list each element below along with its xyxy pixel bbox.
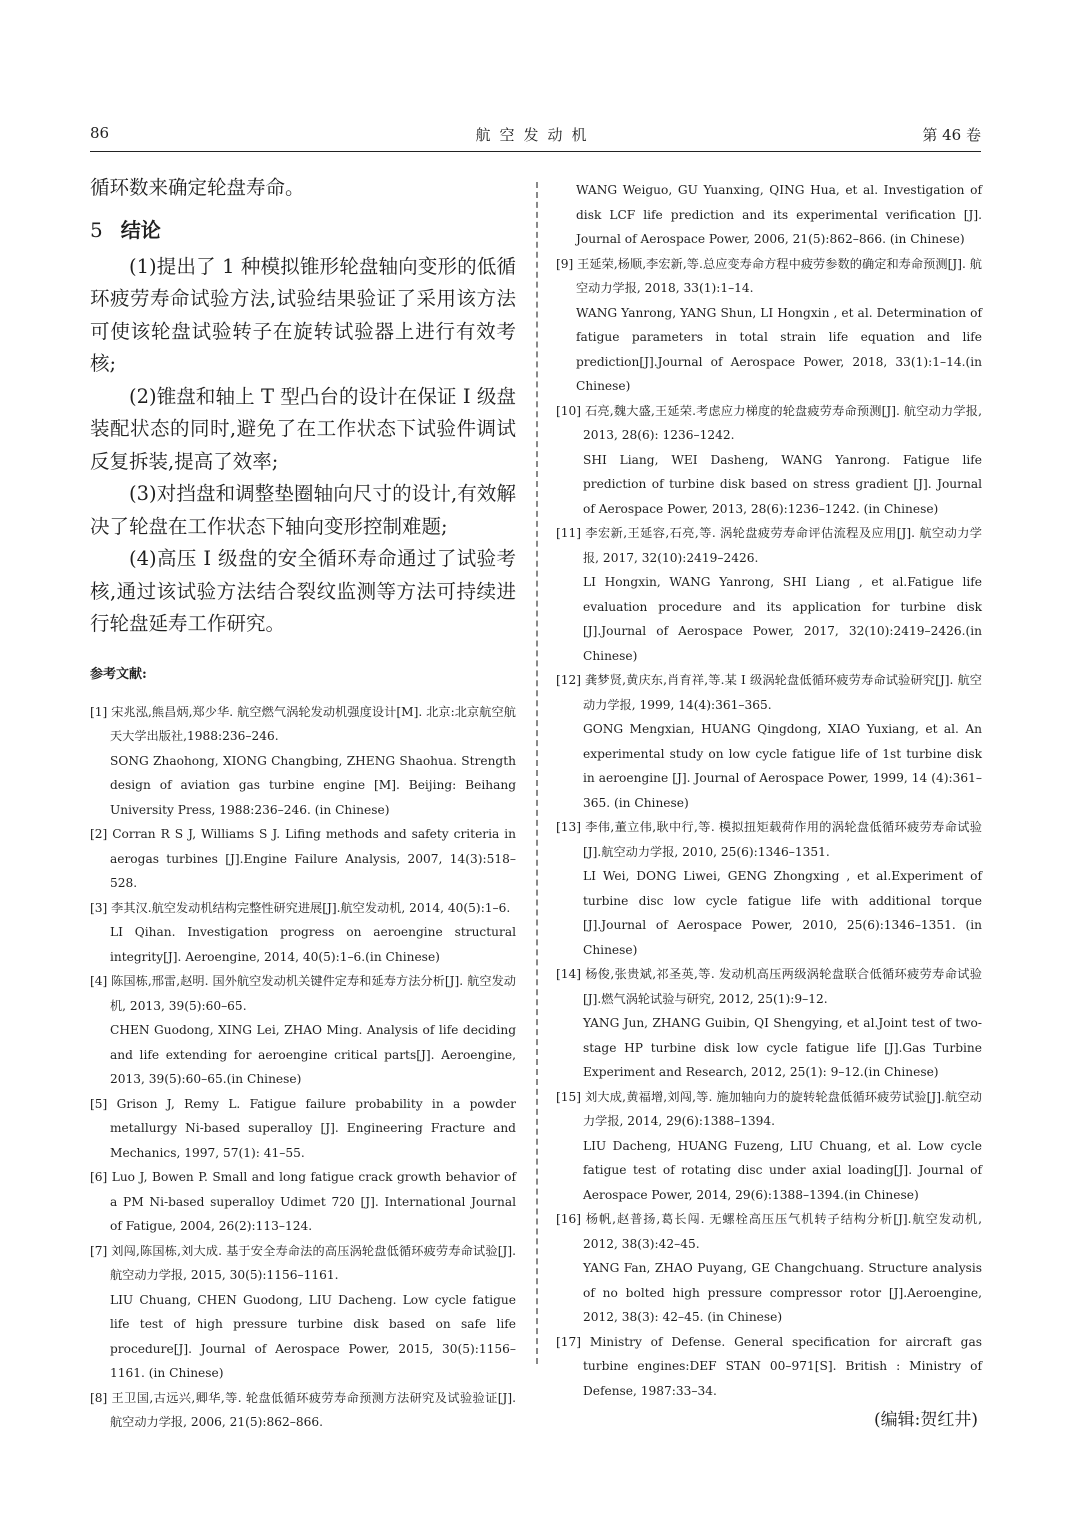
reference-item — [90, 1165, 516, 1239]
reference-item — [556, 252, 982, 399]
section-title: 结论 — [120, 217, 161, 242]
reference-cn: [10] 石亮,魏大盛,王延荣.考虑应力梯度的轮盘疲劳寿命预测[J]. 航空动力学报, 2013, 28(6): 1236–1242. — [556, 403, 982, 442]
reference-en: WANG Weiguo, GU Yuanxing, QING Hua, et al. Investigation of disk LCF life prediction and its experimental verification [J]. Journal of Aerospace Power, 2006, 21(5):862–866. (in Chinese) — [576, 183, 982, 246]
reference-cn: [13] 李伟,董立伟,耿中行,等. 模拟扭矩载荷作用的涡轮盘低循环疲劳寿命试验[J].航空动力学报, 2010, 25(6):1346–1351. — [556, 820, 982, 859]
reference-en: GONG Mengxian, HUANG Qingdong, XIAO Yuxiang, et al. An experimental study on low cycle fatigue life of 1st turbine disk in aeroengine [J]. Journal of Aerospace Power, 1999, 14 (4):361–365. (in Chinese) — [583, 722, 982, 810]
conclusion-paragraph: (4)高压 Ⅰ 级盘的安全循环寿命通过了试验考核,通过该试验方法结合裂纹监测等方法可持续进行轮盘延寿工作研究。 — [90, 547, 516, 635]
reference-cn: [5] Grison J, Remy L. Fatigue failure probability in a powder metallurgy Ni-based superalloy [J]. Engineering Fracture and Mechanics, 1997, 57(1): 41–55. — [90, 1096, 516, 1160]
reference-cn: [4] 陈国栋,邢雷,赵明. 国外航空发动机关键件定寿和延寿方法分析[J]. 航空发动机, 2013, 39(5):60–65. — [90, 974, 516, 1013]
reference-item — [90, 1239, 516, 1386]
reference-cn: [15] 刘大成,黄福增,刘闯,等. 施加轴向力的旋转轮盘低循环疲劳试验[J].航空动力学报, 2014, 29(6):1388–1394. — [556, 1089, 982, 1128]
conclusion-paragraph: (3)对挡盘和调整垫圈轴向尺寸的设计,有效解决了轮盘在工作状态下轴向变形控制难题; — [90, 482, 516, 538]
reference-item — [90, 1092, 516, 1166]
reference-en: YANG Jun, ZHANG Guibin, QI Shengying, et al.Joint test of two-stage HP turbine disk low cycle fatigue life [J].Gas Turbine Experiment and Research, 2012, 25(1): 9–12.(in Chinese) — [583, 1016, 982, 1079]
reference-cn: [1] 宋兆泓,熊昌炳,郑少华. 航空燃气涡轮发动机强度设计[M]. 北京:北京航空航天大学出版社,1988:236–246. — [90, 704, 516, 743]
reference-en: SHI Liang, WEI Dasheng, WANG Yanrong. Fatigue life prediction of turbine disk based on stress gradient [J]. Journal of Aerospace Power, 2013, 28(6):1236–1242. (in Chinese) — [583, 452, 982, 516]
reference-item — [556, 1207, 982, 1330]
conclusion-paragraph: (1)提出了 1 种模拟锥形轮盘轴向变形的低循环疲劳寿命试验方法,试验结果验证了采用该方法可使该轮盘试验转子在旋转试验器上进行有效考核; — [90, 254, 516, 375]
intro-line: 循环数来确定轮盘寿命。 — [90, 176, 305, 199]
reference-cn: [17] Ministry of Defense. General specification for aircraft gas turbine engines:DEF STAN 00–971[S]. British : Ministry of Defense, 1987:33–34. — [556, 1334, 982, 1398]
reference-cn: [2] Corran R S J, Williams S J. Lifing methods and safety criteria in aerogas turbines [J].Engine Failure Analysis, 2007, 14(3):518–528. — [90, 827, 516, 890]
reference-cn: [8] 王卫国,古远兴,卿华,等. 轮盘低循环疲劳寿命预测方法研究及试验验证[J]. 航空动力学报, 2006, 21(5):862–866. — [90, 1390, 516, 1429]
reference-item — [556, 178, 982, 252]
reference-en: YANG Fan, ZHAO Puyang, GE Changchuang. Structure analysis of no bolted high pressure compressor rotor [J].Aeroengine, 2012, 38(3): 42–45. (in Chinese) — [583, 1261, 982, 1324]
reference-item — [556, 521, 982, 668]
reference-en: LI Qihan. Investigation progress on aeroengine structural integrity[J]. Aeroengine, 2014, 40(5):1–6.(in Chinese) — [110, 925, 516, 964]
right-column — [556, 178, 982, 1430]
reference-item — [556, 815, 982, 962]
section-heading — [90, 215, 516, 245]
left-column — [90, 172, 516, 1435]
page-header — [90, 124, 981, 150]
reference-en: LI Hongxin, WANG Yanrong, SHI Liang , et al.Fatigue life evaluation procedure and its application for turbine disk [J].Journal of Aerospace Power, 2017, 32(10):2419–2426.(in Chinese) — [583, 575, 982, 663]
reference-cn: [12] 龚梦贤,黄庆东,肖育祥,等.某 Ⅰ 级涡轮盘低循环疲劳寿命试验研究[J]. 航空动力学报, 1999, 14(4):361–365. — [556, 673, 982, 712]
reference-item — [556, 399, 982, 522]
reference-item — [556, 962, 982, 1085]
reference-cn: [3] 李其汉.航空发动机结构完整性研究进展[J].航空发动机, 2014, 40(5):1–6. — [90, 900, 511, 915]
reference-en: SONG Zhaohong, XIONG Changbing, ZHENG Shaohua. Strength design of aviation gas turbine engine [M]. Beijing: Beihang University Press, 1988:236–246. (in Chinese) — [110, 753, 516, 817]
column-divider — [536, 182, 538, 1364]
editor-note: (编辑:贺红井) — [874, 1410, 978, 1430]
reference-cn: [16] 杨帆,赵普扬,葛长闯. 无螺栓高压压气机转子结构分析[J].航空发动机, 2012, 38(3):42–45. — [556, 1212, 982, 1251]
reference-en: CHEN Guodong, XING Lei, ZHAO Ming. Analysis of life deciding and life extending for aeroengine critical parts[J]. Aeroengine, 2013, 39(5):60–65.(in Chinese) — [110, 1023, 516, 1086]
reference-en: LIU Dacheng, HUANG Fuzeng, LIU Chuang, et al. Low cycle fatigue test of rotating disc under axial loading[J]. Journal of Aerospace Power, 2014, 29(6):1388–1394.(in Chinese) — [583, 1138, 982, 1202]
reference-item — [556, 668, 982, 815]
reference-item — [556, 1085, 982, 1208]
conclusion-paragraph: (2)锥盘和轴上 T 型凸台的设计在保证 Ⅰ 级盘装配状态的同时,避免了在工作状态下试验件调试反复拆装,提高了效率; — [90, 384, 516, 473]
reference-cn: [11] 李宏新,王延容,石亮,等. 涡轮盘疲劳寿命评估流程及应用[J]. 航空动力学报, 2017, 32(10):2419–2426. — [556, 526, 982, 565]
section-number: 5 — [90, 217, 103, 242]
reference-en: WANG Yanrong, YANG Shun, LI Hongxin , et al. Determination of fatigue parameters in total strain life equation and life prediction[J].Journal of Aerospace Power, 2018, 33(1):1–14.(in Chinese) — [576, 305, 982, 393]
reference-cn: [14] 杨俊,张贵斌,祁圣英,等. 发动机高压两级涡轮盘联合低循环疲劳寿命试验[J].燃气涡轮试验与研究, 2012, 25(1):9–12. — [556, 967, 982, 1006]
reference-cn: [9] 王延荣,杨顺,李宏新,等.总应变寿命方程中疲劳参数的确定和寿命预测[J]. 航空动力学报, 2018, 33(1):1–14. — [556, 256, 982, 295]
reference-en: LI Wei, DONG Liwei, GENG Zhongxing , et al.Experiment of turbine disc low cycle fatigue life with additional torque [J].Journal of Aerospace Power, 2010, 25(6):1346–1351. (in Chinese) — [583, 869, 982, 957]
reference-item — [90, 700, 516, 823]
page-number: 86 — [90, 124, 110, 142]
journal-name: 航空发动机 — [475, 126, 596, 144]
reference-item — [90, 969, 516, 1092]
reference-item — [90, 1386, 516, 1435]
references-heading: 参考文献: — [90, 666, 147, 682]
reference-cn: [7] 刘闯,陈国栋,刘大成. 基于安全寿命法的高压涡轮盘低循环疲劳寿命试验[J]. 航空动力学报, 2015, 30(5):1156–1161. — [90, 1243, 516, 1282]
reference-cn: [6] Luo J, Bowen P. Small and long fatigue crack growth behavior of a PM Ni-based superalloy Udimet 720 [J]. International Journal of Fatigue, 2004, 26(2):113–124. — [90, 1170, 516, 1233]
volume-label: 第 46 卷 — [922, 126, 981, 144]
header-rule — [90, 151, 981, 152]
reference-item — [90, 896, 516, 970]
reference-item — [90, 822, 516, 896]
reference-en: LIU Chuang, CHEN Guodong, LIU Dacheng. Low cycle fatigue life test of high pressure turbine disk based on safe life procedure[J]. Journal of Aerospace Power, 2015, 30(5):1156–1161. (in Chinese) — [110, 1292, 516, 1380]
reference-item — [556, 1330, 982, 1404]
